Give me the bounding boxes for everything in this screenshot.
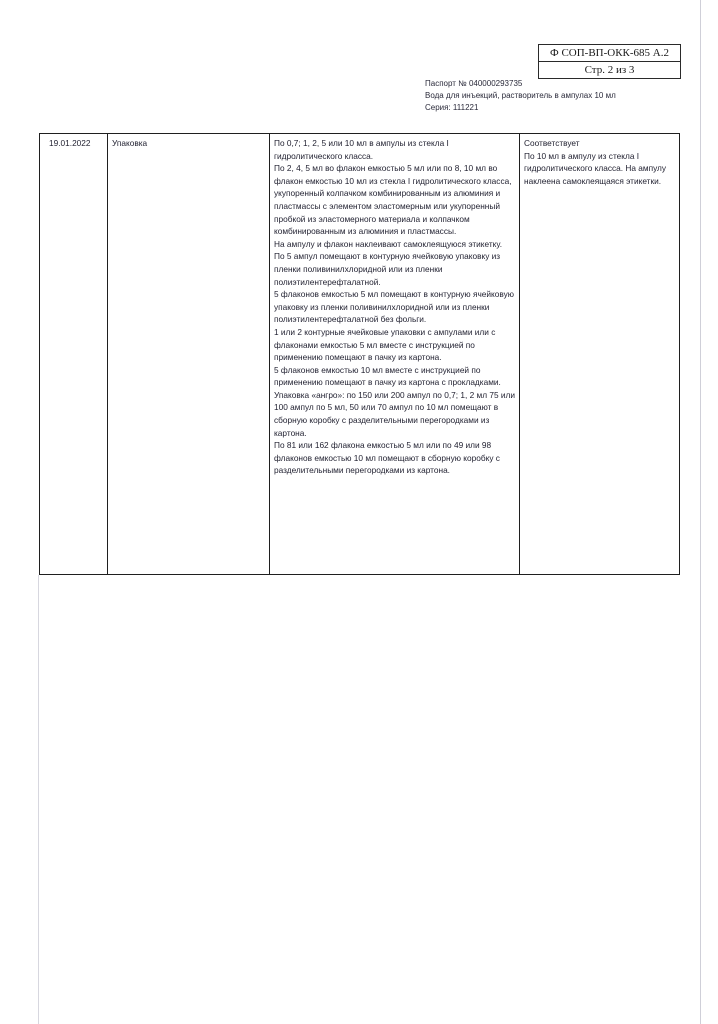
- result-details: По 10 мл в ампулу из стекла I гидролитического класса. На ампулу наклеена самоклеящаяся этикетки.: [524, 150, 667, 186]
- result-verdict: Соответствует: [524, 138, 580, 148]
- spec-paragraph: По 81 или 162 флакона емкостью 5 мл или по 49 или 98 флаконов емкостью 10 мл помещают в сборную коробку с разделительными перегородками из картона.: [274, 440, 500, 476]
- series-number: Серия: 111221: [425, 103, 479, 112]
- form-code: Ф СОП-ВП-ОКК-685 А.2: [550, 47, 669, 59]
- form-code-box: [538, 44, 681, 79]
- test-record-table: [39, 133, 680, 575]
- date-cell: [40, 134, 107, 574]
- spec-paragraph: Упаковка «ангро»: по 150 или 200 ампул по 0,7; 1, 2 мл 75 или 100 ампул по 5 мл, 50 или 70 ампул по 10 мл помещают в сборную коробку с разделительными перегородками из картона.: [274, 389, 516, 438]
- spec-paragraph: 1 или 2 контурные ячейковые упаковки с ампулами или с флаконами емкостью 5 мл вместе с инструкцией по применению помещают в пачку из картона.: [274, 326, 496, 363]
- indicator-name: Упаковка: [112, 138, 148, 148]
- passport-number: Паспорт № 040000293735: [425, 79, 523, 88]
- page-number: Стр. 2 из 3: [539, 61, 680, 78]
- spec-paragraph: На ампулу и флакон наклеивают самоклеящуюся этикетку.: [274, 238, 503, 249]
- spec-paragraph: По 0,7; 1, 2, 5 или 10 мл в ампулы из стекла I гидролитического класса.: [274, 138, 449, 161]
- spec-paragraph: По 5 ампул помещают в контурную ячейковую упаковку из пленки поливинилхлоридной или из пленки полиэтилентерефталатной.: [274, 251, 501, 287]
- spec-paragraph: 5 флаконов емкостью 5 мл помещают в контурную ячейковую упаковку из пленки поливинилхлоридной или из пленки полиэтилентерефталатной без фольги.: [274, 289, 514, 325]
- scan-edge-line: [700, 0, 701, 1024]
- product-name: Вода для инъекций, растворитель в ампулах 10 мл: [425, 91, 616, 100]
- test-date: 19.01.2022: [49, 138, 91, 148]
- specification-cell: [269, 134, 519, 574]
- spec-paragraph: 5 флаконов емкостью 10 мл вместе с инструкцией по применению помещают в пачку из картона с прокладками.: [274, 364, 501, 388]
- result-cell: [519, 134, 679, 574]
- passport-block: [425, 78, 616, 114]
- indicator-cell: [107, 134, 269, 574]
- spec-paragraph: По 2, 4, 5 мл во флакон емкостью 5 мл или по 8, 10 мл во флакон емкостью 10 мл из стекла I гидролитического класса, укупоренный колпачком комбинированным из алюминия и пластмассы с элементом эластомерным или укупоренный пробкой из эластомерного материала и колпачком комбинированным из алюминия и пластмассы.: [274, 163, 512, 237]
- scan-edge-line: [38, 575, 39, 1024]
